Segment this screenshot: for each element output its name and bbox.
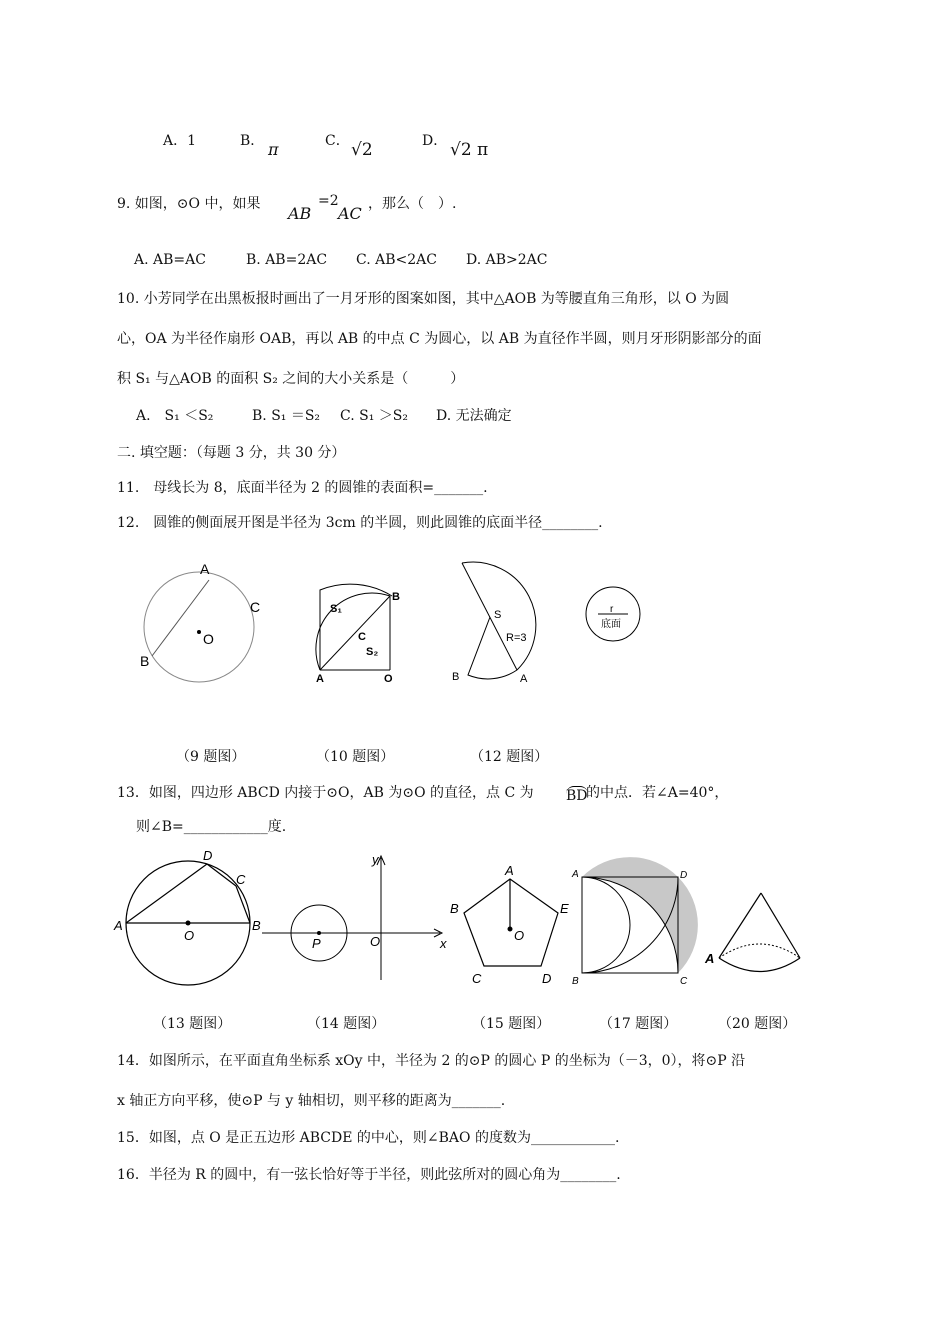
- q10-option-c: C. S₁ ＞S₂: [340, 408, 408, 424]
- fig15-label-d: D: [542, 971, 552, 986]
- fig10-label-b: B: [392, 591, 400, 603]
- q9-stem-mid: =2: [318, 193, 339, 209]
- fig15-label-b: B: [450, 901, 459, 916]
- fig13-label-a: A: [114, 918, 123, 933]
- q13-line1-suffix: 的中点．若∠A=40°，: [586, 785, 729, 801]
- q14-line1: 14．如图所示，在平面直角坐标系 xOy 中，半径为 2 的⊙P 的圆心 P 的坐标为（－3，0），将⊙P 沿: [117, 1053, 746, 1069]
- q13-line2: 则∠B=____________度.: [136, 819, 287, 835]
- fig9-label-b: B: [140, 653, 150, 669]
- q8-option-c-math: √2: [351, 140, 373, 160]
- caption-fig20: （20 题图）: [718, 1016, 797, 1032]
- fig17-label-d: D: [680, 870, 688, 881]
- fig13-label-d: D: [203, 848, 213, 863]
- q8-option-b-math: π: [268, 140, 279, 159]
- fig20-label-a: A: [705, 951, 715, 966]
- q9-option-b: B. AB=2AC: [246, 252, 328, 268]
- q10-option-d: D. 无法确定: [436, 408, 512, 424]
- figure-13: [113, 848, 261, 985]
- fig14-label-p: P: [312, 936, 321, 951]
- fig10-label-s2: S₂: [366, 646, 379, 658]
- q8-option-c: C．: [325, 133, 350, 149]
- fig15-label-e: E: [560, 901, 569, 916]
- figure-14: [262, 852, 447, 980]
- caption-fig12: （12 题图）: [470, 749, 549, 765]
- q10-option-a: A. S₁ ＜S₂: [136, 408, 214, 424]
- caption-fig13: （13 题图）: [153, 1016, 232, 1032]
- fig10-label-a: A: [316, 673, 324, 685]
- figure-17: [571, 857, 698, 987]
- fig14-label-y: y: [372, 852, 379, 867]
- fig10-label-s1: S₁: [330, 603, 342, 615]
- fig17-label-c: C: [680, 976, 688, 987]
- q8-option-d-math: √2 π: [450, 140, 489, 160]
- caption-fig17: （17 题图）: [599, 1016, 678, 1032]
- fig12b-label-base: 底面: [601, 619, 621, 630]
- fig12-label-b: B: [452, 671, 460, 683]
- caption-fig10: （10 题图）: [316, 749, 395, 765]
- fig12-label-s: S: [494, 609, 502, 621]
- section-2-heading: 二. 填空题：（每题 3 分，共 30 分）: [117, 445, 346, 461]
- fig13-label-o: O: [184, 928, 195, 943]
- q9-option-d: D. AB>2AC: [466, 252, 548, 268]
- q11-text: 11. 母线长为 8，底面半径为 2 的圆锥的表面积=_______.: [117, 480, 488, 496]
- q14-line2: x 轴正方向平移，使⊙P 与 y 轴相切，则平移的距离为_______.: [117, 1093, 506, 1109]
- figure-20: [704, 893, 800, 972]
- figure-15: [450, 863, 569, 986]
- q9-option-a: A. AB=AC: [134, 252, 206, 268]
- q10-option-b: B. S₁ ＝S₂: [252, 408, 321, 424]
- q12-text: 12. 圆锥的侧面展开图是半径为 3cm 的半圆，则此圆锥的底面半径________.: [117, 515, 603, 531]
- caption-fig14: （14 题图）: [307, 1016, 386, 1032]
- q9-arc-ab: AB: [288, 204, 312, 223]
- fig10-label-o: O: [384, 673, 393, 685]
- fig9-label-c: C: [250, 599, 261, 615]
- q8-option-d: D．: [422, 133, 448, 149]
- fig15-label-a: A: [505, 863, 514, 878]
- q8-option-a: A．1: [163, 133, 197, 149]
- fig10-label-c: C: [358, 631, 366, 643]
- fig15-label-c: C: [472, 971, 482, 986]
- q13-line1-prefix: 13．如图，四边形 ABCD 内接于⊙O，AB 为⊙O 的直径，点 C 为: [117, 785, 534, 801]
- q10-line2: 心，OA 为半径作扇形 OAB，再以 AB 的中点 C 为圆心，以 AB 为直径作半圆，则月牙形阴影部分的面: [117, 331, 762, 347]
- fig14-label-x: x: [440, 936, 447, 951]
- q15-text: 15．如图，点 O 是正五边形 ABCDE 的中心，则∠BAO 的度数为____________.: [117, 1130, 620, 1146]
- fig9-label-o: O: [203, 631, 214, 647]
- fig13-label-b: B: [252, 918, 261, 933]
- fig12b-label-r: r: [610, 604, 614, 615]
- q9-stem-prefix: 9. 如图，⊙O 中，如果: [117, 196, 261, 212]
- caption-fig9: （9 题图）: [176, 749, 246, 765]
- q13-arc-bd: BD: [566, 788, 588, 804]
- q10-line1: 10. 小芳同学在出黑板报时画出了一月牙形的图案如图，其中△AOB 为等腰直角三角形，以 O 为圆: [117, 291, 730, 307]
- q9-arc-ac: AC: [338, 204, 362, 223]
- q16-text: 16．半径为 R 的圆中，有一弦长恰好等于半径，则此弦所对的圆心角为________.: [117, 1167, 621, 1183]
- fig15-label-o: O: [514, 928, 525, 943]
- q9-stem-suffix: ，那么（ ）.: [368, 196, 457, 212]
- fig13-label-c: C: [236, 872, 246, 887]
- caption-fig15: （15 题图）: [472, 1016, 551, 1032]
- fig14-label-o: O: [370, 934, 381, 949]
- fig9-label-a: A: [200, 561, 210, 577]
- q9-option-c: C. AB<2AC: [356, 252, 437, 268]
- q8-option-b: B．: [240, 133, 265, 149]
- fig12-label-r: R=3: [506, 632, 527, 644]
- fig17-label-b: B: [572, 976, 579, 987]
- q10-line3: 积 S₁ 与△AOB 的面积 S₂ 之间的大小关系是（ ）: [117, 371, 465, 387]
- fig17-label-a: A: [572, 869, 579, 880]
- fig12-label-a: A: [520, 673, 528, 685]
